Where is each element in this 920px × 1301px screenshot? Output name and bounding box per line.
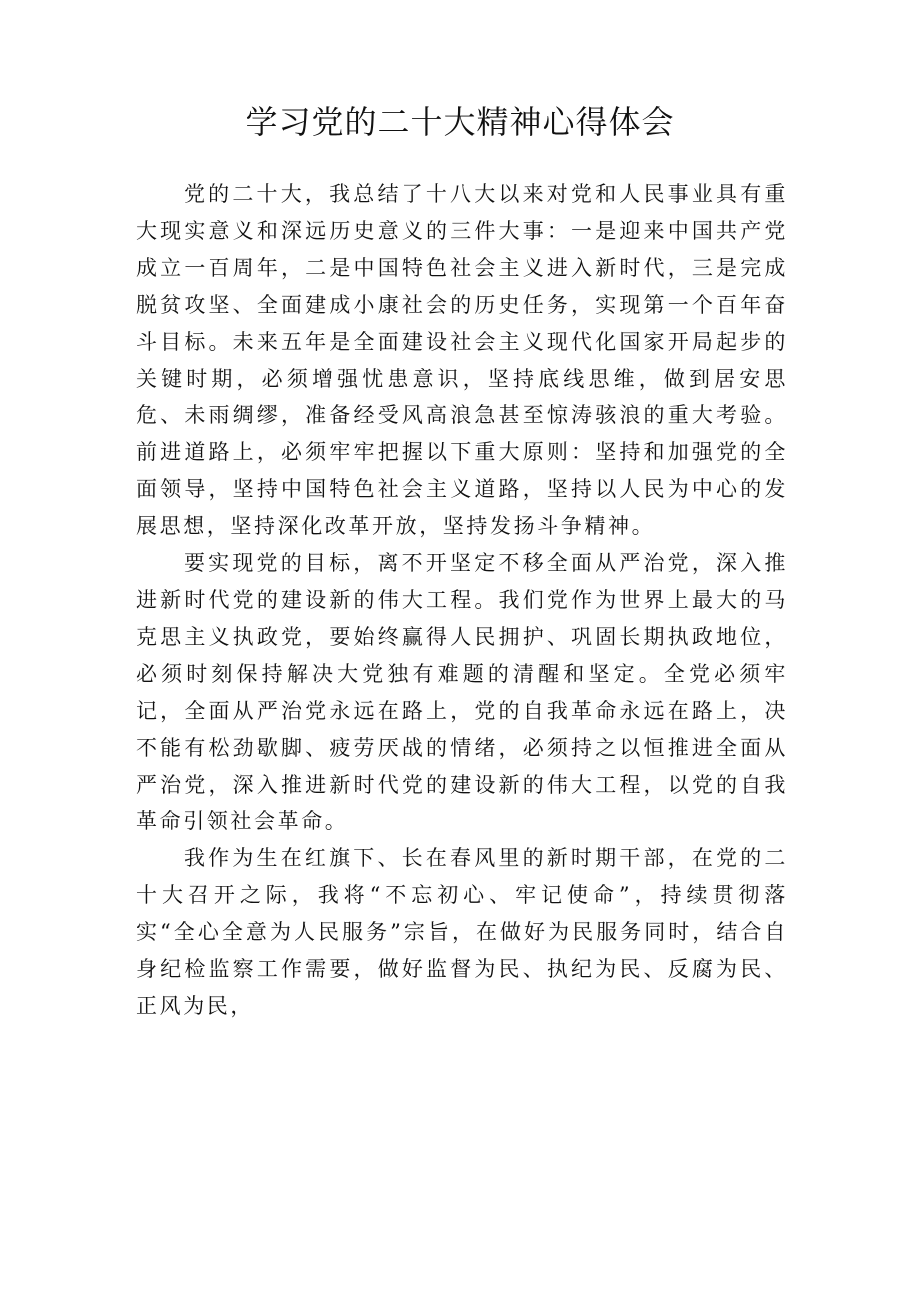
document-title: 学习党的二十大精神心得体会 [245,103,675,141]
document-body [136,176,788,1025]
paragraph-1: 党的二十大，我总结了十八大以来对党和人民事业具有重大现实意义和深远历史意义的三件大事：一是迎来中国共产党成立一百周年，二是中国特色社会主义进入新时代，三是完成脱贫攻坚、全面建成小康社会的历史任务，实现第一个百年奋斗目标。未来五年是全面建设社会主义现代化国家开局起步的关键时期，必须增强忧患意识，坚持底线思维，做到居安思危、未雨绸缪，准备经受风高浪急甚至惊涛骇浪的重大考验。前进道路上，必须牢牢把握以下重大原则：坚持和加强党的全面领导，坚持中国特色社会主义道路，坚持以人民为中心的发展思想，坚持深化改革开放，坚持发扬斗争精神。 [136,182,788,539]
paragraph-2: 要实现党的目标，离不开坚定不移全面从严治党，深入推进新时代党的建设新的伟大工程。我们党作为世界上最大的马克思主义执政党，要始终赢得人民拥护、巩固长期执政地位，必须时刻保持解决大党独有难题的清醒和坚定。全党必须牢记，全面从严治党永远在路上，党的自我革命永远在路上，决不能有松劲歇脚、疲劳厌战的情绪，必须持之以恒推进全面从严治党，深入推进新时代党的建设新的伟大工程，以党的自我革命引领社会革命。 [136,551,788,834]
paragraph-3: 我作为生在红旗下、长在春风里的新时期干部，在党的二十大召开之际，我将“不忘初心、牢记使命”，持续贯彻落实“全心全意为人民服务”宗旨，在做好为民服务同时，结合自身纪检监察工作需要，做好监督为民、执纪为民、反腐为民、正风为民， [136,846,788,1018]
